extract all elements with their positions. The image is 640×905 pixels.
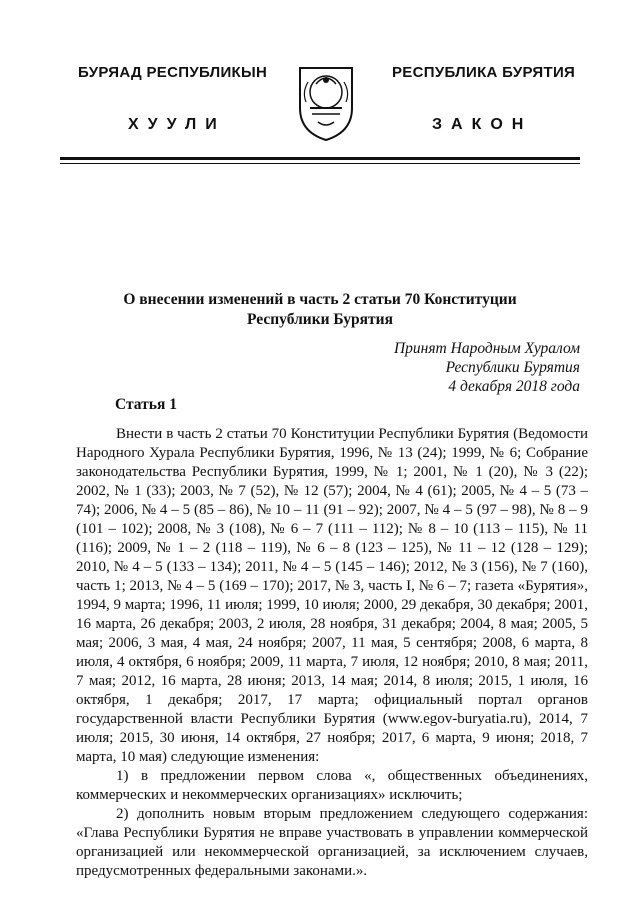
- article-item: 1) в предложении первом слова «, общественных объединениях, коммерческих и некоммерческих организациях» исключить;: [76, 768, 588, 803]
- coat-of-arms-icon: [294, 62, 358, 142]
- header-right-doc-type: ЗАКОН: [432, 116, 533, 133]
- adoption-date: 4 декабря 2018 года: [448, 378, 580, 395]
- article-body: [76, 425, 588, 881]
- adoption-line: Республики Бурятия: [445, 359, 580, 376]
- header-left-doc-type: ХУУЛИ: [128, 116, 226, 133]
- header-divider-thick: [60, 157, 580, 160]
- document-title: О внесении изменений в часть 2 статьи 70 Конституции Республики Бурятия: [123, 291, 517, 328]
- adoption-line: Принят Народным Хуралом: [393, 340, 580, 357]
- header-left-title: БУРЯАД РЕСПУБЛИКЫН: [78, 64, 268, 81]
- adoption-note: [330, 339, 580, 396]
- article-item: 2) дополнить новым вторым предложением следующего содержания: «Глава Республики Бурятия не вправе участвовать в управлении коммерческой организацией или некоммерческой организацией, за исключением случаев, предусмотренных федеральными законами.».: [76, 806, 588, 879]
- header-right-title: РЕСПУБЛИКА БУРЯТИЯ: [392, 64, 576, 81]
- article-paragraph: Внести в часть 2 статьи 70 Конституции Республики Бурятия (Ведомости Народного Хурала Республики Бурятия, 1996, № 13 (24); 1999, № 6; Собрание законодательства Республики Бурятия, 1999, № 1; 2001, № 1 (20), № 3 (22); 2002, № 1 (33); 2003, № 7 (52), № 12 (57); 2004, № 4 (61); 2005, № 4 – 5 (73 – 74); 2006, № 4 – 5 (85 – 86), № 10 – 11 (91 – 92); 2007, № 4 – 5 (97 – 98), № 8 – 9 (101 – 102); 2008, № 3 (108), № 6 – 7 (111 – 112); № 8 – 10 (113 – 115), № 11 (116); 2009, № 1 – 2 (118 – 119), № 6 – 8 (123 – 125), № 11 – 12 (128 – 129); 2010, № 4 – 5 (133 – 134); 2011, № 4 – 5 (145 – 146); 2012, № 3 (156), № 7 (160), часть 1; 2013, № 4 – 5 (169 – 170); 2017, № 3, часть I, № 6 – 7; газета «Бурятия», 1994, 9 марта; 1996, 11 июля; 1999, 10 июля; 2000, 29 декабря, 30 декабря; 2001, 16 марта, 26 декабря; 2003, 2 июля, 28 ноября, 31 декабря; 2004, 8 мая; 2005, 5 мая; 2006, 3 мая, 4 мая, 24 ноября; 2007, 11 мая, 5 сентября; 2008, 6 марта, 8 июля, 4 октября, 6 ноября; 2009, 11 марта, 7 июля, 12 ноября; 2010, 8 мая; 2011, 7 мая; 2012, 16 марта, 28 июня; 2013, 14 мая; 2014, 8 июля; 2015, 1 июля, 16 октября, 1 декабря; 2017, 17 марта; официальный портал органов государственной власти Республики Бурятия (www.egov-buryatia.ru), 2014, 7 июля; 2015, 30 июня, 14 октября, 27 ноября; 2017, 6 марта, 9 июня; 2018, 7 марта, 10 мая) следующие изменения:: [76, 426, 588, 765]
- article-heading: Статья 1: [115, 396, 177, 413]
- header-divider-thin: [60, 163, 580, 164]
